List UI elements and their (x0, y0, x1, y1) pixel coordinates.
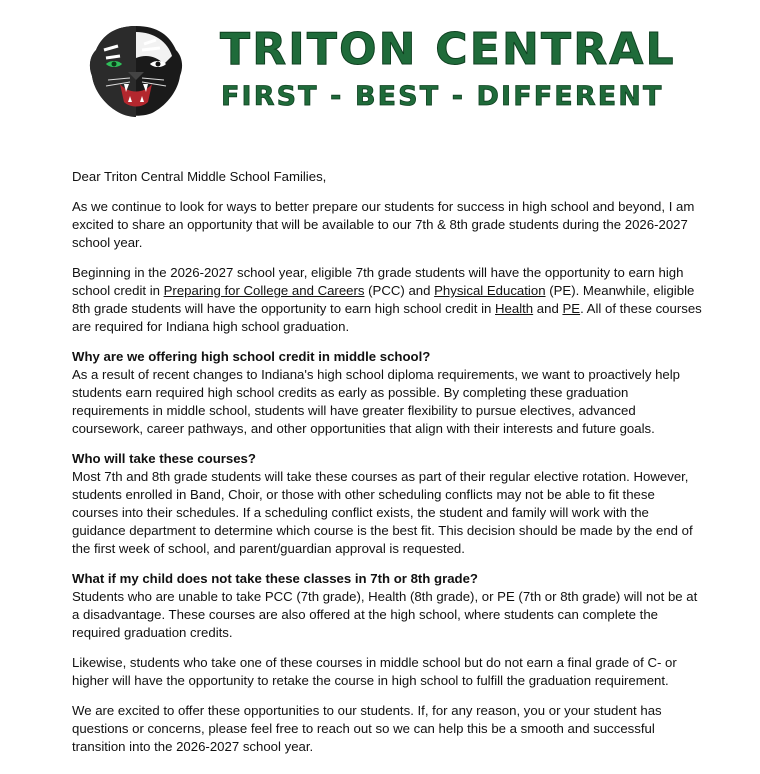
likewise-paragraph: Likewise, students who take one of these courses in middle school but do not earn a final grade of C- or higher will have the opportunity to retake the course in high school to fulfill the graduation requirement. (72, 655, 677, 688)
who-heading: Who will take these courses? (72, 451, 256, 466)
what-if-section (72, 570, 702, 642)
pcc-course-link[interactable]: Preparing for College and Careers (163, 283, 365, 298)
why-section (72, 348, 702, 438)
school-name: TRITON CENTRAL (220, 24, 676, 75)
intro-paragraph: As we continue to look for ways to better prepare our students for success in high school and beyond, I am excited to share an opportunity that will be available to our 7th & 8th grade students during the 2026-2027 school year. (72, 199, 695, 250)
why-body: As a result of recent changes to Indiana's high school diploma requirements, we want to proactively help students earn required high school credits as early as possible. By completing these graduation requirements in middle school, students will have greater flexibility to pursue electives, advanced coursework, career pathways, and other opportunities that align with their interests and future goals. (72, 367, 681, 436)
health-course-link[interactable]: Health (495, 301, 534, 316)
courses-text-2: (PCC) and (364, 283, 435, 298)
pe-course-link-2[interactable]: PE (562, 301, 581, 316)
school-motto: FIRST - BEST - DIFFERENT (221, 81, 664, 112)
courses-text-5: . All of these courses are required for Indiana high school graduation. (72, 301, 702, 334)
courses-text-1: Beginning in the 2026-2027 school year, eligible 7th grade students will have the opportunity to earn high school credit in (72, 265, 684, 298)
who-body: Most 7th and 8th grade students will take these courses as part of their regular elective rotation. However, students enrolled in Band, Choir, or those with other scheduling conflicts may not be able to fit these courses into their schedules. If a scheduling conflict exists, the student and family will work with the guidance department to determine which course is the best fit. This decision should be made by the end of the first week of school, and parent/guardian approval is requested. (72, 469, 693, 556)
tiger-head-icon (84, 20, 188, 120)
who-section (72, 450, 702, 558)
courses-text-3: (PE). Meanwhile, eligible 8th grade students will have the opportunity to earn high school credit in (72, 283, 695, 316)
why-heading: Why are we offering high school credit in middle school? (72, 349, 431, 364)
letterhead (0, 0, 760, 140)
letter-body (72, 168, 702, 768)
courses-paragraph (72, 264, 702, 336)
courses-text-4: and (533, 301, 563, 316)
pe-course-link[interactable]: Physical Education (434, 283, 546, 298)
what-if-heading: What if my child does not take these classes in 7th or 8th grade? (72, 571, 478, 586)
what-if-body: Students who are unable to take PCC (7th grade), Health (8th grade), or PE (7th or 8th grade) will not be at a disadvantage. These courses are also offered at the high school, where students can complete the required graduation credits. (72, 589, 698, 640)
greeting: Dear Triton Central Middle School Families, (72, 169, 327, 184)
closing-paragraph: We are excited to offer these opportunities to our students. If, for any reason, you or your student has questions or concerns, please feel free to reach out so we can help this be a smooth and successful transition into the 2026-2027 school year. (72, 703, 662, 754)
